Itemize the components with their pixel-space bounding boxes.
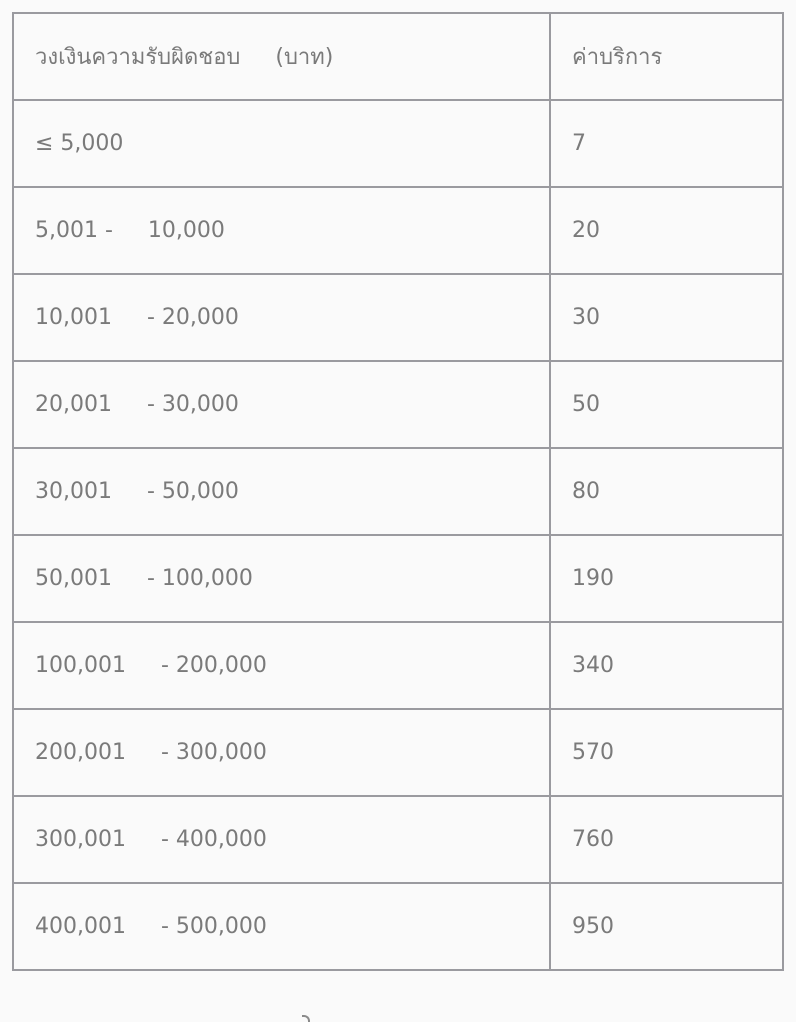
- table-row: [13, 709, 783, 796]
- table-row: [13, 274, 783, 361]
- fee-cell: 30: [550, 274, 783, 361]
- service-fee-table: [12, 12, 784, 971]
- header-service-fee: ค่าบริการ: [550, 13, 783, 100]
- range-cell: 30,001 - 50,000: [13, 448, 550, 535]
- fee-cell: 760: [550, 796, 783, 883]
- range-cell: 5,001 - 10,000: [13, 187, 550, 274]
- table-row: [13, 796, 783, 883]
- table-row: [13, 361, 783, 448]
- fee-cell: 950: [550, 883, 783, 970]
- fee-cell: 50: [550, 361, 783, 448]
- range-cell: 200,001 - 300,000: [13, 709, 550, 796]
- table-row: [13, 187, 783, 274]
- table-row: [13, 535, 783, 622]
- fee-cell: 80: [550, 448, 783, 535]
- table-row: [13, 100, 783, 187]
- range-cell: 10,001 - 20,000: [13, 274, 550, 361]
- range-cell: ≤ 5,000: [13, 100, 550, 187]
- range-cell: 100,001 - 200,000: [13, 622, 550, 709]
- table-row: [13, 622, 783, 709]
- table-row: [13, 448, 783, 535]
- range-cell: 20,001 - 30,000: [13, 361, 550, 448]
- cut-off-text-fragment: [296, 1015, 314, 1022]
- range-cell: 50,001 - 100,000: [13, 535, 550, 622]
- range-cell: 400,001 - 500,000: [13, 883, 550, 970]
- fee-cell: 190: [550, 535, 783, 622]
- header-liability-range: วงเงินความรับผิดชอบ (บาท): [13, 13, 550, 100]
- range-cell: 300,001 - 400,000: [13, 796, 550, 883]
- fee-cell: 340: [550, 622, 783, 709]
- table-header-row: [13, 13, 783, 100]
- fee-cell: 7: [550, 100, 783, 187]
- fee-cell: 570: [550, 709, 783, 796]
- table-row: [13, 883, 783, 970]
- fee-cell: 20: [550, 187, 783, 274]
